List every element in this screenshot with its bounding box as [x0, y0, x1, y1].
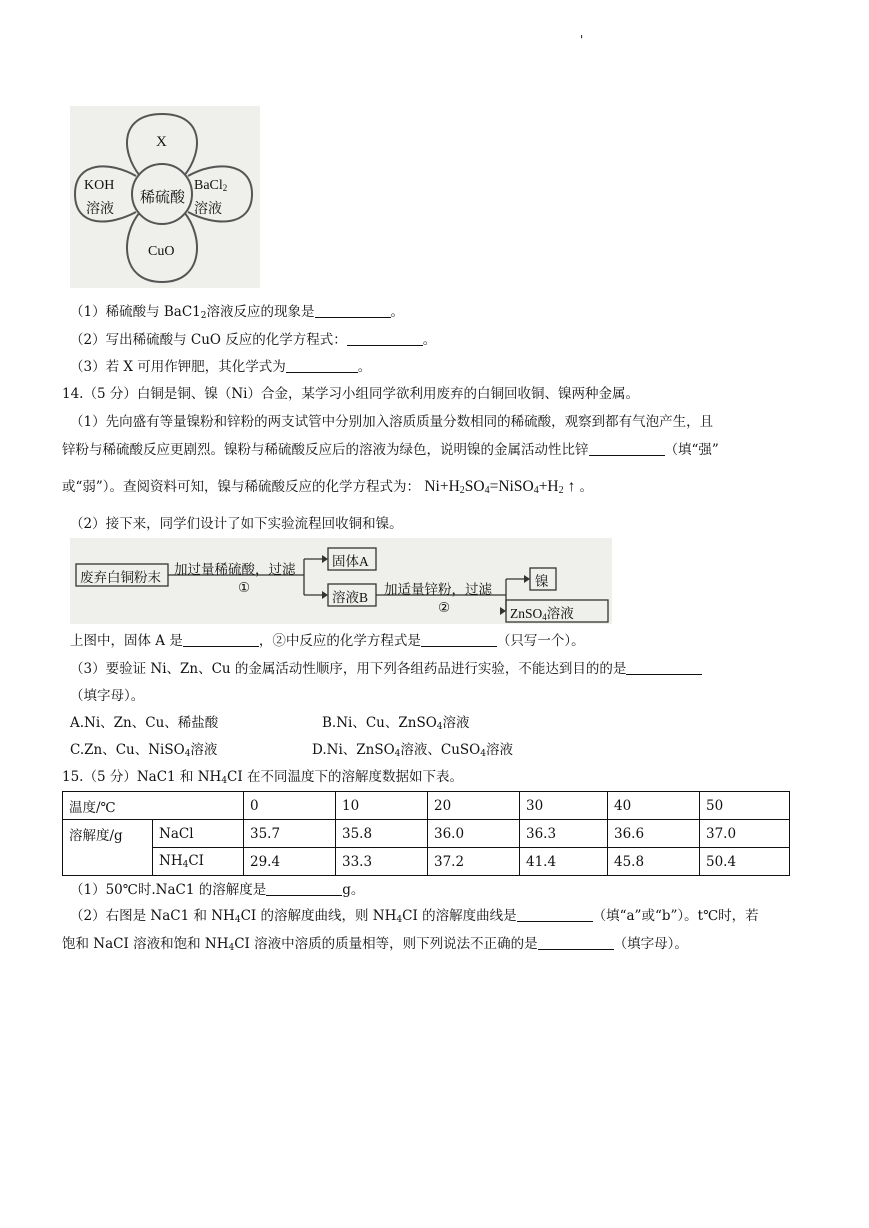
- gas-arrow-icon: ↑: [567, 478, 576, 495]
- table-cell: 50.4: [700, 848, 790, 876]
- q15-part1: [70, 880, 364, 900]
- q15-p2-text: （2）右图是 NaC1 和 NH: [70, 908, 235, 924]
- nickel-equation: [424, 478, 575, 495]
- answer-blank[interactable]: [626, 660, 702, 675]
- flow-znso4-sub: 4: [542, 612, 547, 622]
- flow-znso4-text: ZnSO: [510, 606, 543, 621]
- option-c-text: C.Zn、Cu、NiSO: [70, 742, 185, 758]
- q15-title-text-b: CI 在不同温度下的溶解度数据如下表。: [227, 769, 463, 785]
- answer-blank[interactable]: [589, 441, 665, 456]
- flow-step2-num: ②: [438, 600, 451, 615]
- q15-p2-text-b: CI 的溶解度曲线，则 NH: [240, 908, 397, 924]
- flow-step1-num: ①: [238, 580, 251, 595]
- table-cell: 10: [336, 792, 428, 820]
- flow-znso4: [510, 602, 574, 622]
- table-cell: 37.2: [428, 848, 520, 876]
- option-d: [312, 740, 513, 764]
- eq-part: =NiSO: [489, 478, 534, 495]
- flower-right-label-2: 溶液: [194, 202, 222, 217]
- q14-p3-text: （3）要验证 Ni、Zn、Cu 的金属活动性顺序，用下列各组药品进行实验，不能达到目的的是: [70, 661, 627, 677]
- flower-right-label-text: BaCl: [194, 178, 223, 193]
- q15-p2-text-d: （填“a”或“b”）。t℃时，若: [592, 908, 759, 924]
- q13-p2-text: （2）写出稀硫酸与 CuO 反应的化学方程式：: [70, 332, 347, 348]
- option-d-text-b: 溶液、CuSO: [400, 742, 481, 758]
- flow-solution-b: 溶液B: [332, 590, 369, 605]
- eq-sub: 4: [484, 485, 490, 496]
- q14-p1-line1: （1）先向盛有等量镍粉和锌粉的两支试管中分别加入溶质质量分数相同的稀硫酸，观察到都有气泡产生，且: [70, 414, 714, 430]
- table-cell: 35.7: [244, 820, 336, 848]
- option-b-text-b: 溶液: [442, 715, 470, 731]
- table-cell: 20: [428, 792, 520, 820]
- option-c-sub: 4: [184, 749, 191, 759]
- table-row: [63, 792, 790, 820]
- q14-p1-line3: [62, 477, 593, 501]
- solubility-header: 溶解度/g: [63, 820, 153, 876]
- flower-top-label: X: [156, 134, 167, 150]
- q14-p1-line2: [62, 440, 719, 460]
- option-b: [322, 713, 470, 737]
- q14-p1-l2-end: （填“强”: [664, 442, 719, 458]
- nh4cl-label-sub: 4: [182, 860, 189, 870]
- q13-p1-text-b: 溶液反应的现象是: [206, 304, 315, 320]
- flow-step1: 加过量稀硫酸，过滤: [174, 562, 296, 577]
- answer-blank[interactable]: [421, 632, 497, 647]
- table-cell: 40: [608, 792, 700, 820]
- option-d-text: D.Ni、ZnSO: [312, 742, 395, 758]
- option-a: A.Ni、Zn、Cu、稀盐酸: [70, 715, 219, 731]
- table-cell: 41.4: [520, 848, 608, 876]
- q14-p1-l3-end: 。: [579, 479, 594, 495]
- option-c: [70, 740, 217, 764]
- q15-p2-l2-text: 饱和 NaCI 溶液和饱和 NH: [62, 936, 229, 952]
- table-cell: 30: [520, 792, 608, 820]
- option-b-text: B.Ni、Cu、ZnSO: [322, 715, 437, 731]
- answer-blank[interactable]: [517, 907, 593, 922]
- answer-blank[interactable]: [266, 881, 342, 896]
- q13-p1-text: （1）稀硫酸与 BaC1: [70, 304, 201, 320]
- row-label-nacl: NaCl: [153, 820, 244, 848]
- table-cell: 45.8: [608, 848, 700, 876]
- flower-center-label: 稀硫酸: [140, 190, 186, 206]
- answer-blank[interactable]: [538, 935, 614, 950]
- q15-p1-text: （1）50℃时.NaC1 的溶解度是: [70, 882, 267, 898]
- row-label-nh4cl: [153, 848, 244, 876]
- answer-blank[interactable]: [286, 358, 358, 373]
- option-b-sub: 4: [436, 722, 443, 732]
- q13-part2: [70, 330, 436, 350]
- flow-start: 废弃白铜粉末: [80, 570, 161, 585]
- table-row: [63, 820, 790, 848]
- answer-blank[interactable]: [347, 331, 423, 346]
- flower-left-label-2: 溶液: [86, 202, 114, 217]
- solubility-table: [62, 791, 790, 876]
- q14-p3-line1: [70, 659, 702, 679]
- table-cell: 36.6: [608, 820, 700, 848]
- q14-p2-after-text-b: ，②中反应的化学方程式是: [258, 633, 421, 649]
- flower-right-label-sub: 2: [222, 183, 228, 193]
- eq-sub: 2: [459, 485, 465, 496]
- nh4cl-label-text-b: CI: [188, 853, 204, 869]
- q15-title-text: 15.（5 分）NaC1 和 NH: [62, 769, 222, 785]
- q15-p2-sub: 4: [396, 915, 403, 925]
- q13-p1-end: 。: [390, 304, 405, 320]
- q13-p2-end: 。: [422, 332, 437, 348]
- q15-p2-l2-text-b: CI 溶液中溶质的质量相等，则下列说法不正确的是: [234, 936, 538, 952]
- temp-header: 温度/℃: [63, 792, 244, 820]
- q13-p3-text: （3）若 X 可用作钾肥，其化学式为: [70, 359, 286, 375]
- q14-p2-after-text-c: （只写一个）。: [496, 633, 585, 649]
- flow-solid-a: 固体A: [332, 554, 369, 569]
- option-d-text-c: 溶液: [485, 742, 513, 758]
- flower-left-label-1: KOH: [84, 178, 115, 193]
- q13-part3: [70, 357, 371, 377]
- flow-znso4-text-b: 溶液: [546, 606, 574, 621]
- flow-nickel: 镍: [535, 574, 549, 589]
- table-cell: 36.0: [428, 820, 520, 848]
- eq-sub: 2: [558, 485, 564, 496]
- q13-p3-end: 。: [357, 359, 372, 375]
- answer-blank[interactable]: [315, 303, 391, 318]
- q15-part2-line2: [62, 934, 688, 958]
- q15-title: [62, 767, 463, 791]
- q15-title-sub: 4: [221, 776, 228, 786]
- q15-p2-sub: 4: [234, 915, 241, 925]
- eq-part: SO: [464, 478, 485, 495]
- flower-diagram: [70, 106, 260, 288]
- table-cell: 37.0: [700, 820, 790, 848]
- option-d-sub: 4: [394, 749, 401, 759]
- option-d-sub: 4: [480, 749, 486, 759]
- nh4cl-label-text: NH: [159, 853, 183, 869]
- flow-step2: 加适量锌粉，过滤: [384, 582, 492, 597]
- q14-p3-line2: （填字母）。: [70, 688, 145, 704]
- q13-p1-sub: 2: [200, 311, 207, 321]
- table-cell: 35.8: [336, 820, 428, 848]
- flower-right-label-1: [194, 178, 227, 194]
- q15-p1-end: g。: [342, 882, 365, 898]
- table-cell: 33.3: [336, 848, 428, 876]
- q15-p2-l2-sub: 4: [228, 943, 235, 953]
- q15-p2-l2-text-c: （填字母）。: [613, 936, 688, 952]
- option-c-text-b: 溶液: [190, 742, 218, 758]
- table-cell: 29.4: [244, 848, 336, 876]
- q14-p2: （2）接下来，同学们设计了如下实验流程回收铜和镍。: [70, 516, 403, 532]
- q14-p1-l2-text: 锌粉与稀硫酸反应更剧烈。镍粉与稀硫酸反应后的溶液为绿色，说明镍的金属活动性比锌: [62, 442, 589, 458]
- flower-bottom-label: CuO: [148, 244, 175, 259]
- table-cell: 50: [700, 792, 790, 820]
- q14-p2-after-text: 上图中，固体 A 是: [70, 633, 183, 649]
- q13-part1: [70, 302, 404, 326]
- eq-part: +H: [538, 478, 559, 495]
- answer-blank[interactable]: [183, 632, 259, 647]
- q14-p2-after: [70, 631, 585, 651]
- eq-part: Ni+H: [424, 478, 460, 495]
- q15-part2-line1: [70, 906, 759, 930]
- flow-diagram: [70, 538, 612, 624]
- q15-p2-text-c: CI 的溶解度曲线是: [402, 908, 517, 924]
- table-cell: 0: [244, 792, 336, 820]
- table-cell: 36.3: [520, 820, 608, 848]
- header-mark: ': [580, 33, 584, 47]
- q14-title: 14.（5 分）白铜是铜、镍（Ni）合金，某学习小组同学欲利用废弃的白铜回收铜、镍两种金属。: [62, 386, 639, 402]
- eq-sub: 4: [533, 485, 539, 496]
- table-row: [63, 848, 790, 876]
- q14-p1-l3-text: 或“弱”）。查阅资料可知，镍与稀硫酸反应的化学方程式为：: [62, 479, 421, 495]
